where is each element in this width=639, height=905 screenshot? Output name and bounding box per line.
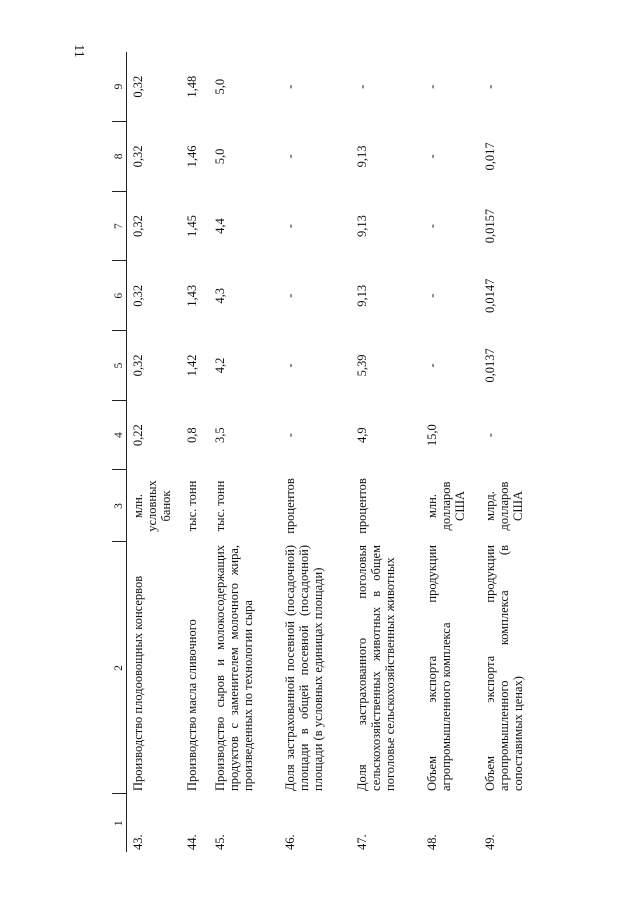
value-cell: 1,46 — [185, 145, 199, 168]
column-header: 5 — [112, 331, 127, 401]
row-number: 49. — [483, 834, 497, 850]
value-cell: 0,0157 — [483, 208, 497, 244]
value-cell: 1,42 — [185, 354, 199, 377]
column-header: 1 — [112, 794, 127, 852]
value-cell: 0,22 — [131, 424, 145, 447]
value-cell: - — [283, 154, 297, 159]
table-row — [279, 52, 351, 852]
table-row — [479, 52, 539, 852]
value-cell: 1,43 — [185, 284, 199, 307]
value-cell: - — [283, 84, 297, 89]
value-cell: 4,2 — [213, 357, 227, 374]
value-cell: 4,3 — [213, 287, 227, 304]
value-cell: 0,32 — [131, 354, 145, 377]
value-cell: 0,32 — [131, 284, 145, 307]
value-cell: - — [355, 84, 369, 89]
value-cell: 1,48 — [185, 75, 199, 98]
indicator-name: Производство плодоовощных консервов — [131, 575, 145, 791]
unit-cell: процентов — [283, 478, 297, 534]
value-cell: - — [283, 224, 297, 229]
unit-cell: млрд. долларов США — [483, 481, 525, 531]
value-cell: 4,9 — [355, 427, 369, 443]
row-number: 47. — [355, 834, 369, 850]
value-cell: - — [425, 293, 439, 298]
indicator-name: Объем экспорта продукции агропромышленного комплекса — [425, 545, 453, 791]
unit-cell: млн. условных банок — [131, 480, 173, 532]
value-cell: 0,32 — [131, 145, 145, 168]
table-row — [209, 52, 279, 852]
value-cell: 5,39 — [355, 354, 369, 377]
unit-cell: тыс. тонн — [185, 480, 199, 532]
value-cell: - — [283, 293, 297, 298]
table-row — [181, 52, 209, 852]
value-cell: 0,0137 — [483, 348, 497, 383]
indicator-name: Доля застрахованной посевной (посадочной) площади в общей посевной (посадочной) площади (в условных единицах площади) — [283, 545, 325, 791]
value-cell: 5,0 — [213, 78, 227, 95]
column-header: 3 — [112, 470, 127, 542]
value-cell: 0,017 — [483, 142, 497, 171]
value-cell: 3,5 — [213, 427, 227, 443]
value-cell: - — [483, 84, 497, 89]
row-number: 48. — [425, 834, 439, 850]
value-cell: 5,0 — [213, 148, 227, 165]
row-number: 45. — [213, 834, 227, 850]
value-cell: - — [283, 433, 297, 438]
table-row — [127, 52, 182, 852]
indicator-name: Объем экспорта продукции агропромышленного комплекса (в сопоставимых ценах) — [483, 545, 525, 791]
value-cell: 4,4 — [213, 218, 227, 234]
value-cell: - — [425, 224, 439, 229]
column-header: 2 — [112, 542, 127, 794]
indicator-name: Производство масла сливочного — [185, 619, 199, 791]
indicator-name: Производство сыров и молокосодержащих продуктов с заменителем молочного жира, произведенных по технологии сыра — [213, 545, 255, 791]
rotated-table-container — [112, 52, 552, 852]
column-number-row — [112, 52, 127, 852]
row-number: 43. — [131, 834, 145, 850]
indicators-table — [112, 52, 539, 852]
page-number: 11 — [71, 44, 86, 58]
row-number: 44. — [185, 834, 199, 850]
value-cell: 9,13 — [355, 284, 369, 307]
value-cell: 1,45 — [185, 215, 199, 238]
table-row — [421, 52, 479, 852]
table-row — [351, 52, 421, 852]
value-cell: - — [483, 433, 497, 438]
value-cell: 0,32 — [131, 75, 145, 98]
value-cell: 9,13 — [355, 215, 369, 238]
value-cell: 0,0147 — [483, 278, 497, 313]
column-header: 9 — [112, 52, 127, 122]
value-cell: 9,13 — [355, 145, 369, 168]
value-cell: - — [425, 154, 439, 159]
column-header: 7 — [112, 191, 127, 261]
value-cell: 0,32 — [131, 215, 145, 238]
indicator-name: Доля застрахованного поголовья сельскохозяйственных животных в общем поголовье сельскохозяйственных животных — [355, 545, 397, 791]
value-cell: - — [425, 363, 439, 368]
row-number: 46. — [283, 834, 297, 850]
value-cell: - — [283, 363, 297, 368]
value-cell: - — [425, 84, 439, 89]
unit-cell: млн. долларов США — [425, 481, 467, 531]
value-cell: 0,8 — [185, 427, 199, 443]
unit-cell: процентов — [355, 478, 369, 534]
column-header: 4 — [112, 400, 127, 470]
column-header: 8 — [112, 122, 127, 192]
value-cell: 15,0 — [425, 424, 439, 447]
column-header: 6 — [112, 261, 127, 331]
unit-cell: тыс. тонн — [213, 480, 227, 532]
